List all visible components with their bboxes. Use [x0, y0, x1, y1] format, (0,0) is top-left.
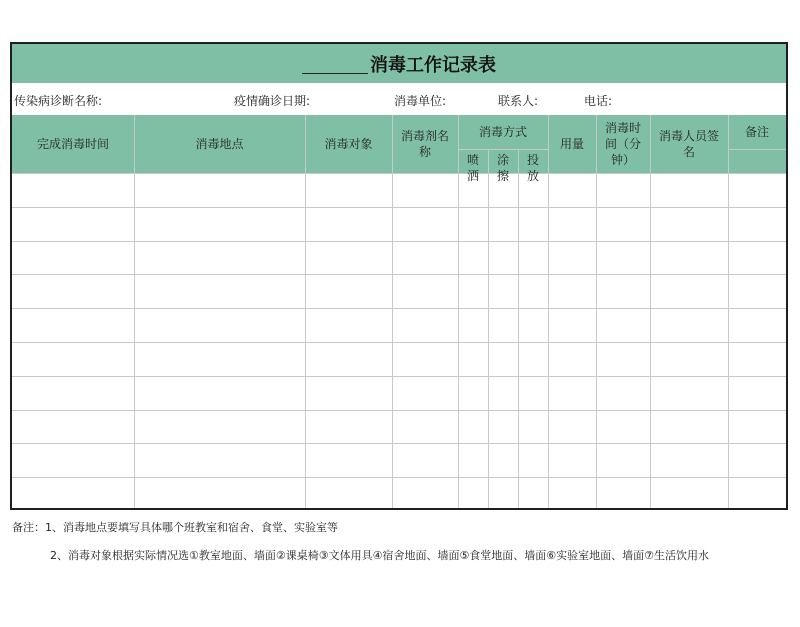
table-cell[interactable]: [549, 174, 596, 206]
table-cell[interactable]: [549, 208, 596, 240]
table-cell[interactable]: [729, 242, 786, 274]
table-cell[interactable]: [135, 343, 305, 375]
table-cell[interactable]: [597, 275, 650, 307]
method-wipe-text: 涂擦: [496, 153, 509, 183]
table-cell[interactable]: [549, 377, 596, 409]
table-cell[interactable]: [393, 478, 458, 510]
table-cell[interactable]: [651, 478, 728, 510]
title-blank-line[interactable]: [302, 53, 368, 74]
table-cell[interactable]: [489, 343, 518, 375]
table-cell[interactable]: [393, 309, 458, 341]
page-title: 消毒工作记录表: [370, 54, 496, 76]
table-cell[interactable]: [729, 478, 786, 510]
table-cell[interactable]: [729, 275, 786, 307]
table-cell[interactable]: [489, 208, 518, 240]
table-cell[interactable]: [459, 208, 488, 240]
table-cell[interactable]: [597, 377, 650, 409]
header-remarks: 备注: [744, 125, 769, 139]
table-cell[interactable]: [489, 444, 518, 476]
table-cell[interactable]: [393, 208, 458, 240]
table-cell[interactable]: [135, 174, 305, 206]
table-cell[interactable]: [306, 275, 392, 307]
note-line-1: 备注：1、消毒地点要填写具体哪个班教室和宿舍、食堂、实验室等: [12, 521, 338, 534]
table-cell[interactable]: [459, 275, 488, 307]
table-cell[interactable]: [651, 174, 728, 206]
table-cell[interactable]: [489, 478, 518, 510]
table-cell[interactable]: [393, 343, 458, 375]
header-duration: 消毒时间（分钟）: [604, 121, 641, 167]
note-line-2: 2、消毒对象根据实际情况选①教室地面、墙面②课桌椅③文体用具④宿舍地面、墙面⑤食堂地面、墙面⑥实验室地面、墙面⑦生活饮用水: [50, 549, 710, 562]
table-cell[interactable]: [519, 242, 548, 274]
table-cell[interactable]: [549, 343, 596, 375]
info-row: [12, 83, 786, 115]
table-cell[interactable]: [519, 275, 548, 307]
method-soak-text: 投放: [526, 153, 539, 183]
table-cell[interactable]: [651, 343, 728, 375]
table-cell[interactable]: [135, 377, 305, 409]
header-method-spray: [458, 149, 488, 183]
table-cell[interactable]: [459, 444, 488, 476]
table-cell[interactable]: [393, 242, 458, 274]
table-cell[interactable]: [549, 478, 596, 510]
header-method-soak: [518, 149, 548, 183]
table-cell[interactable]: [489, 275, 518, 307]
table-cell[interactable]: [729, 411, 786, 443]
table-cell[interactable]: [306, 208, 392, 240]
header-finish-time: 完成消毒时间: [36, 137, 109, 151]
table-cell[interactable]: [13, 174, 134, 206]
header-location: 消毒地点: [195, 137, 244, 151]
table-cell[interactable]: [13, 411, 134, 443]
table-cell[interactable]: [489, 411, 518, 443]
table-cell[interactable]: [519, 343, 548, 375]
table-cell[interactable]: [306, 174, 392, 206]
table-cell[interactable]: [306, 242, 392, 274]
table-cell[interactable]: [729, 208, 786, 240]
table-cell[interactable]: [135, 242, 305, 274]
table-cell[interactable]: [306, 309, 392, 341]
table-cell[interactable]: [597, 478, 650, 510]
table-cell[interactable]: [549, 411, 596, 443]
table-cell[interactable]: [597, 174, 650, 206]
header-object: 消毒对象: [324, 137, 373, 151]
table-cell[interactable]: [459, 377, 488, 409]
header-dosage: 用量: [559, 137, 584, 151]
table-cell[interactable]: [651, 242, 728, 274]
table-cell[interactable]: [651, 411, 728, 443]
table-cell[interactable]: [729, 309, 786, 341]
table-cell[interactable]: [651, 275, 728, 307]
table-cell[interactable]: [393, 411, 458, 443]
table-cell[interactable]: [459, 242, 488, 274]
table-cell[interactable]: [489, 377, 518, 409]
table-cell[interactable]: [13, 377, 134, 409]
table-cell[interactable]: [13, 478, 134, 510]
table-cell[interactable]: [729, 377, 786, 409]
table-cell[interactable]: [489, 242, 518, 274]
table-cell[interactable]: [651, 444, 728, 476]
disinfection-record-sheet: [10, 42, 788, 510]
table-cell[interactable]: [519, 411, 548, 443]
table-cell[interactable]: [13, 208, 134, 240]
table-cell[interactable]: [13, 275, 134, 307]
header-method: 消毒方式: [478, 125, 527, 139]
title-bar: [12, 44, 786, 84]
table-cell[interactable]: [459, 343, 488, 375]
table-cell[interactable]: [597, 343, 650, 375]
table-cell[interactable]: [519, 478, 548, 510]
phone-label: 电话:: [584, 94, 613, 108]
disinfect-unit-label: 消毒单位:: [394, 94, 447, 108]
method-spray-text: 喷洒: [466, 153, 479, 183]
table-cell[interactable]: [651, 377, 728, 409]
table-cell[interactable]: [519, 208, 548, 240]
table-cell[interactable]: [135, 309, 305, 341]
table-cell[interactable]: [519, 309, 548, 341]
table-cell[interactable]: [13, 343, 134, 375]
table-cell[interactable]: [393, 377, 458, 409]
table-cell[interactable]: [135, 411, 305, 443]
table-cell[interactable]: [597, 444, 650, 476]
table-cell[interactable]: [729, 343, 786, 375]
table-cell[interactable]: [729, 174, 786, 206]
table-cell[interactable]: [13, 444, 134, 476]
table-cell[interactable]: [306, 343, 392, 375]
table-cell[interactable]: [306, 444, 392, 476]
table-cell[interactable]: [489, 309, 518, 341]
table-cell[interactable]: [549, 242, 596, 274]
table-cell[interactable]: [13, 242, 134, 274]
table-cell[interactable]: [519, 377, 548, 409]
header-signature: 消毒人员签名: [658, 129, 719, 159]
table-cell[interactable]: [393, 444, 458, 476]
contact-person-label: 联系人:: [498, 94, 539, 108]
table-cell[interactable]: [549, 444, 596, 476]
table-cell[interactable]: [13, 309, 134, 341]
header-agent-name: 消毒剂名称: [400, 129, 449, 159]
table-cell[interactable]: [306, 478, 392, 510]
table-cell[interactable]: [135, 444, 305, 476]
disease-name-label: 传染病诊断名称:: [14, 94, 103, 108]
header-method-wipe: [488, 149, 518, 183]
table-cell[interactable]: [459, 478, 488, 510]
table-cell[interactable]: [135, 275, 305, 307]
header-sub-line: [728, 149, 786, 150]
table-cell[interactable]: [306, 377, 392, 409]
table-cell[interactable]: [306, 411, 392, 443]
table-cell[interactable]: [393, 275, 458, 307]
table-cell[interactable]: [597, 242, 650, 274]
table-cell[interactable]: [459, 411, 488, 443]
table-cell[interactable]: [135, 478, 305, 510]
table-cell[interactable]: [459, 309, 488, 341]
table-cell[interactable]: [597, 309, 650, 341]
table-cell[interactable]: [549, 309, 596, 341]
confirm-date-label: 疫情确诊日期:: [234, 94, 311, 108]
table-cell[interactable]: [597, 411, 650, 443]
table-cell[interactable]: [135, 208, 305, 240]
table-cell[interactable]: [393, 174, 458, 206]
table-cell[interactable]: [651, 309, 728, 341]
table-cell[interactable]: [729, 444, 786, 476]
table-cell[interactable]: [597, 208, 650, 240]
table-cell[interactable]: [651, 208, 728, 240]
table-cell[interactable]: [519, 444, 548, 476]
table-cell[interactable]: [549, 275, 596, 307]
